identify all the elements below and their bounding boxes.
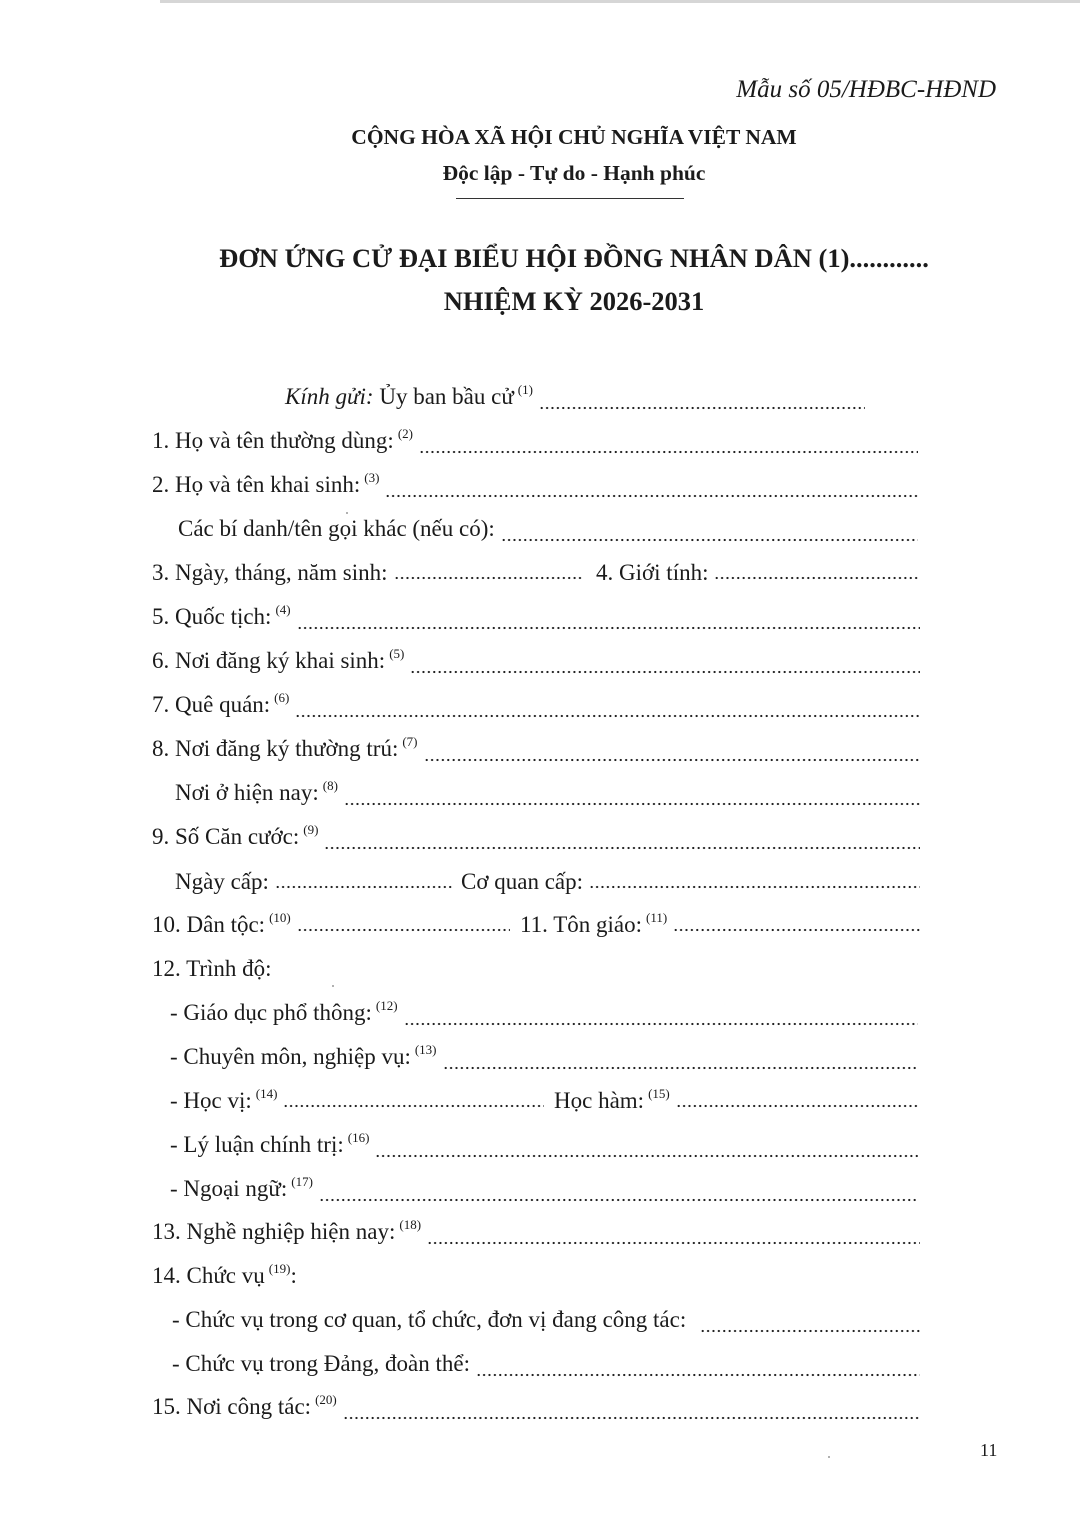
- footnote-ref: (6): [274, 690, 290, 705]
- field-label: - Chức vụ trong Đảng, đoàn thể:: [172, 1351, 470, 1376]
- academic-title-blank[interactable]: [676, 1104, 918, 1108]
- field-label: 9. Số Căn cước:: [152, 824, 300, 849]
- field-degree-title: [170, 1088, 918, 1120]
- field-nationality: [152, 604, 920, 636]
- field-label: - Học vị:: [170, 1088, 252, 1113]
- field-label: 7. Quê quán:: [152, 692, 271, 717]
- field-label: Ngày cấp:: [175, 869, 269, 894]
- field-label: Nơi ở hiện nay:: [175, 780, 319, 805]
- field-workplace: [152, 1394, 920, 1426]
- party-position-blank[interactable]: [476, 1373, 920, 1377]
- field-general-education: [170, 1000, 918, 1032]
- professional-qualification-blank[interactable]: [443, 1066, 918, 1070]
- footnote-ref: (1): [517, 382, 533, 397]
- field-label: 15. Nơi công tác:: [152, 1394, 312, 1419]
- field-id-issue: [175, 869, 920, 901]
- occupation-blank[interactable]: [427, 1241, 920, 1245]
- field-birth-name: [152, 472, 918, 504]
- field-label: - Lý luận chính trị:: [170, 1132, 344, 1157]
- footnote-ref: (10): [269, 910, 291, 925]
- ethnicity-blank[interactable]: [297, 928, 510, 932]
- field-work-position: [172, 1307, 920, 1339]
- nation-heading: CỘNG HÒA XÃ HỘI CHỦ NGHĨA VIỆT NAM: [351, 125, 797, 149]
- hometown-blank[interactable]: [295, 714, 920, 718]
- religion-blank[interactable]: [673, 928, 920, 932]
- political-theory-blank[interactable]: [375, 1154, 918, 1158]
- national-motto: Độc lập - Tự do - Hạnh phúc: [442, 161, 706, 185]
- scan-speck: [332, 985, 334, 987]
- field-label: 4. Giới tính:: [596, 560, 709, 585]
- degree-blank[interactable]: [283, 1104, 544, 1108]
- footnote-ref: (17): [291, 1174, 313, 1189]
- scan-speck: [828, 1456, 830, 1458]
- field-label: - Chuyên môn, nghiệp vụ:: [170, 1044, 411, 1069]
- footnote-ref: (7): [402, 734, 418, 749]
- current-residence-blank[interactable]: [344, 802, 920, 806]
- footnote-ref: (12): [375, 998, 398, 1013]
- birth-registration-blank[interactable]: [410, 670, 920, 674]
- permanent-residence-blank[interactable]: [424, 758, 920, 762]
- birth-name-blank[interactable]: [385, 494, 918, 498]
- footnote-ref: (14): [255, 1086, 278, 1101]
- field-label: - Giáo dục phổ thông:: [170, 1000, 372, 1025]
- field-label: 6. Nơi đăng ký khai sinh:: [152, 648, 386, 673]
- field-label: 12. Trình độ:: [152, 956, 272, 981]
- footnote-ref: (5): [389, 646, 405, 661]
- field-current-residence: [175, 780, 920, 812]
- salutation-prefix: Kính gửi:: [285, 384, 374, 409]
- field-label: 1. Họ và tên thường dùng:: [152, 428, 394, 453]
- page-number: 11: [980, 1440, 998, 1460]
- issue-date-blank[interactable]: [275, 885, 453, 889]
- field-label: - Chức vụ trong cơ quan, tổ chức, đơn vị đang công tác:: [172, 1307, 687, 1332]
- field-label: Học hàm:: [554, 1088, 645, 1113]
- field-position-heading: [152, 1263, 552, 1295]
- footnote-ref: (16): [347, 1130, 370, 1145]
- field-party-position: [172, 1351, 920, 1383]
- field-occupation: [152, 1219, 920, 1251]
- footnote-ref: (8): [322, 778, 338, 793]
- salutation-row: [285, 384, 865, 416]
- field-label: 14. Chức vụ: [152, 1263, 265, 1288]
- field-label: 11. Tôn giáo:: [520, 912, 643, 937]
- field-label: 3. Ngày, tháng, năm sinh:: [152, 560, 388, 585]
- field-id-number: [152, 824, 920, 856]
- field-label: 5. Quốc tịch:: [152, 604, 272, 629]
- footnote-ref: (9): [303, 822, 319, 837]
- field-label: 8. Nơi đăng ký thường trú:: [152, 736, 399, 761]
- footnote-ref: (2): [397, 426, 413, 441]
- footnote-ref: (19): [268, 1261, 291, 1276]
- field-label: 2. Họ và tên khai sinh:: [152, 472, 361, 497]
- field-label: 10. Dân tộc:: [152, 912, 266, 937]
- footnote-ref: (15): [648, 1086, 670, 1101]
- dob-blank[interactable]: [394, 576, 584, 580]
- field-birth-registration: [152, 648, 920, 680]
- id-number-blank[interactable]: [324, 846, 920, 850]
- salutation-label: [285, 384, 514, 410]
- field-ethnicity-religion: [152, 912, 920, 944]
- field-permanent-residence: [152, 736, 920, 768]
- footnote-ref: (18): [399, 1217, 422, 1232]
- document-term: NHIỆM KỲ 2026-2031: [443, 286, 705, 316]
- field-hometown: [152, 692, 920, 724]
- salutation-blank[interactable]: [539, 406, 865, 410]
- field-dob-gender: [152, 560, 918, 592]
- document-title: ĐƠN ỨNG CỬ ĐẠI BIỂU HỘI ĐỒNG NHÂN DÂN (1)............: [219, 243, 929, 273]
- field-label: Các bí danh/tên gọi khác (nếu có):: [178, 516, 495, 541]
- scan-speck: [346, 512, 348, 514]
- field-label: - Ngoại ngữ:: [170, 1176, 288, 1201]
- form-number: Mẫu số 05/HĐBC-HĐND: [736, 76, 996, 103]
- nationality-blank[interactable]: [297, 626, 920, 630]
- label-colon: :: [290, 1263, 297, 1288]
- field-political-theory: [170, 1132, 918, 1164]
- general-education-blank[interactable]: [404, 1022, 918, 1026]
- field-professional-qualification: [170, 1044, 918, 1076]
- footnote-ref: (11): [646, 910, 668, 925]
- field-aliases: [178, 516, 918, 548]
- footnote-ref: (4): [275, 602, 291, 617]
- common-name-blank[interactable]: [419, 450, 918, 454]
- aliases-blank[interactable]: [501, 538, 918, 542]
- field-foreign-language: [170, 1176, 918, 1208]
- gender-blank[interactable]: [714, 576, 918, 580]
- salutation-text: Ủy ban bầu cử: [379, 384, 514, 409]
- field-label: Cơ quan cấp:: [461, 869, 584, 894]
- foreign-language-blank[interactable]: [319, 1198, 918, 1202]
- footnote-ref: (20): [315, 1392, 337, 1407]
- field-education-heading: [152, 956, 452, 988]
- footnote-ref: (13): [414, 1042, 437, 1057]
- field-label: 13. Nghề nghiệp hiện nay:: [152, 1219, 396, 1244]
- footnote-ref: (3): [364, 470, 380, 485]
- motto-underline: [456, 198, 684, 199]
- scan-top-edge: [160, 0, 1080, 3]
- workplace-blank[interactable]: [343, 1416, 920, 1420]
- issuing-authority-blank[interactable]: [589, 885, 920, 889]
- field-common-name: [152, 428, 918, 460]
- work-position-blank[interactable]: [700, 1329, 920, 1333]
